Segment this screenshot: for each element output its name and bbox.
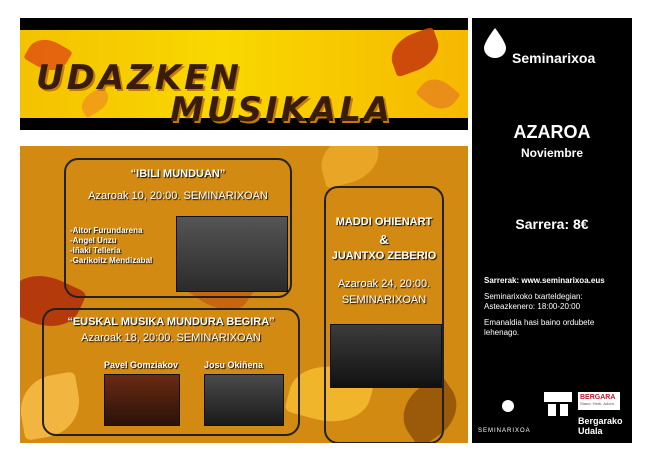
- month: AZAROA: [513, 122, 591, 142]
- drop-icon: [484, 28, 506, 58]
- title-line-1: UDAZKEN: [36, 58, 242, 98]
- bergara-crest-icon: [544, 392, 572, 418]
- ticket-price: Sarrera: 8€: [515, 216, 589, 232]
- month-es: Noviembre: [520, 146, 584, 160]
- seminarixoa-logo-icon: [502, 400, 514, 412]
- concert-title: JUANTXO ZEBERIO: [331, 250, 437, 262]
- box-office: Seminarixoko txarteldegian:: [484, 292, 583, 301]
- performer-name: Josu Okiñena: [204, 360, 264, 370]
- member: -Angel Unzu: [70, 236, 117, 245]
- concert-ibili-box: [64, 158, 292, 298]
- main-panel: [20, 146, 468, 443]
- member: -Iñaki Telleria: [70, 246, 121, 255]
- duo-photo: [330, 324, 442, 388]
- leaf-decoration: [385, 27, 444, 78]
- tickets-info: Sarrerak: www.seminarixoa.eus: [484, 276, 605, 285]
- bergara-badge-text: BERGARA: [580, 394, 616, 401]
- cellist-photo: [104, 374, 180, 426]
- brand-name: Seminarixoa: [512, 50, 596, 66]
- concert-venue: SEMINARIXOAN: [341, 294, 427, 306]
- band-photo: [176, 216, 288, 292]
- concert-title: MADDI OHIENART: [335, 216, 433, 228]
- concert-title-amp: &: [379, 232, 389, 247]
- concert-maddi-box: [324, 186, 444, 443]
- member: -Garikoitz Mendizabal: [70, 256, 153, 265]
- member-list: [70, 226, 152, 266]
- leaf-decoration: [415, 72, 461, 117]
- footer-logo-text: SEMINARIXOA: [478, 428, 531, 434]
- box-office-hours: Asteazkenero: 18:00-20:00: [484, 302, 581, 311]
- bergara-badge-sub: Stand. Herb. Adom.: [580, 401, 615, 406]
- concert-title: “EUSKAL MUSIKA MUNDURA BEGIRA”: [67, 316, 275, 328]
- title-line-2: MUSIKALA: [170, 90, 394, 130]
- pianist-photo: [204, 374, 284, 426]
- council-name: Udala: [578, 426, 603, 436]
- note: lehenago.: [484, 328, 520, 337]
- concert-title: “IBILI MUNDUAN”: [130, 168, 226, 180]
- council-name: Bergarako: [578, 416, 623, 426]
- poster-left: [20, 18, 468, 443]
- concert-euskal-box: [42, 308, 300, 436]
- member: -Aitor Furundarena: [70, 226, 143, 235]
- concert-date: Azaroak 24, 20:00.: [337, 278, 431, 290]
- bergara-badge: [578, 392, 620, 410]
- note: Emanaldia hasi baino ordubete: [484, 318, 595, 327]
- leaf-decoration: [315, 146, 385, 189]
- concert-date: Azaroak 18, 20:00. SEMINARIXOAN: [81, 332, 261, 344]
- performer-name: Pavel Gomziakov: [104, 360, 179, 370]
- concert-date: Azaroak 10, 20:00. SEMINARIXOAN: [88, 190, 268, 202]
- info-sidebar: [472, 18, 632, 443]
- title-band: [20, 18, 468, 130]
